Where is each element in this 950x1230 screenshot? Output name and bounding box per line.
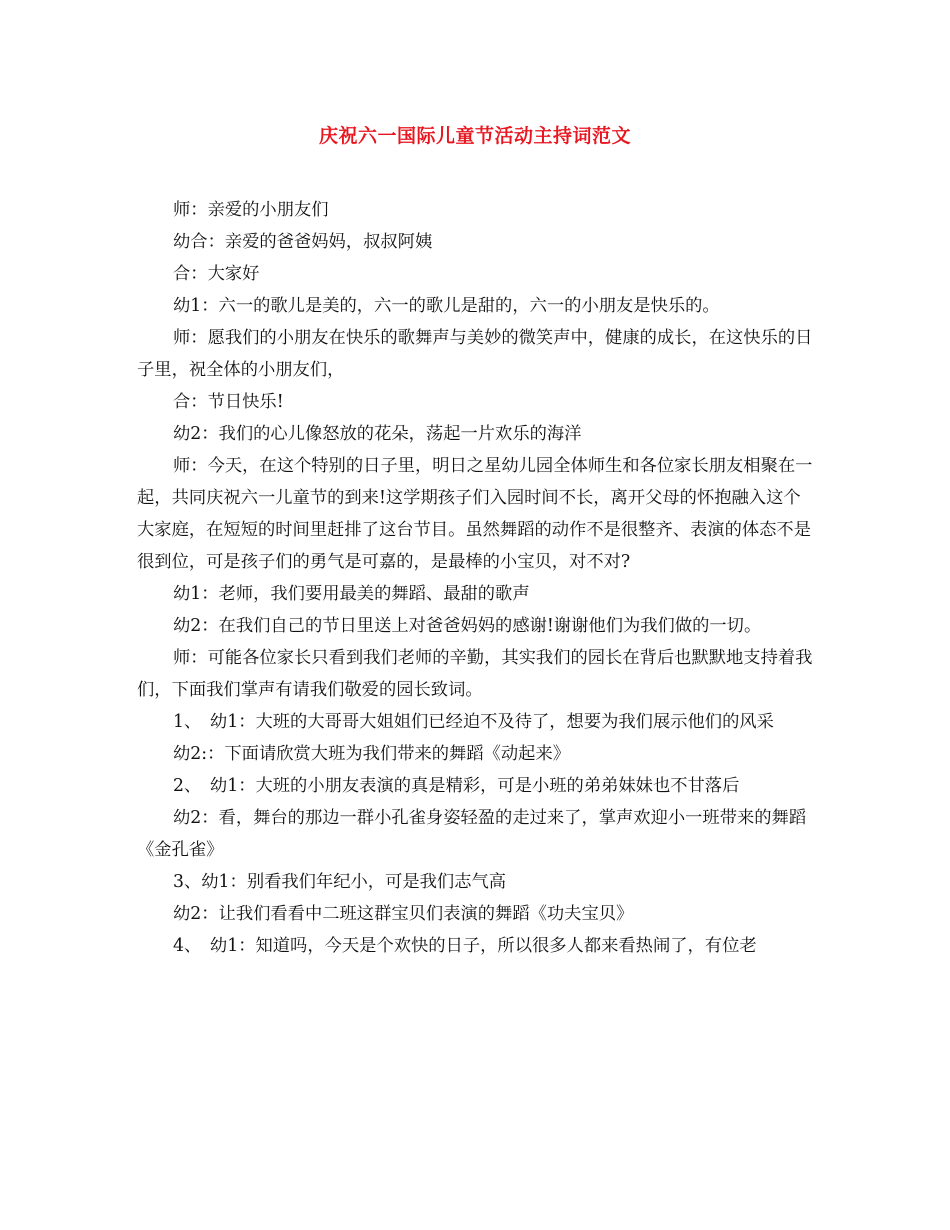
paragraph: 1、 幼1：大班的大哥哥大姐姐们已经迫不及待了，想要为我们展示他们的风采: [173, 712, 774, 732]
paragraph: 幼2:：下面请欣赏大班为我们带来的舞蹈《动起来》: [173, 744, 571, 764]
paragraph: 4、 幼1：知道吗，今天是个欢快的日子，所以很多人都来看热闹了，有位老: [173, 936, 757, 956]
paragraph: 幼合：亲爱的爸爸妈妈，叔叔阿姨: [173, 232, 433, 252]
paragraph: 幼2：看，舞台的那边一群小孔雀身姿轻盈的走过来了，掌声欢迎小一班带来的舞蹈《金孔雀》: [137, 808, 807, 860]
paragraph: 幼1：老师，我们要用最美的舞蹈、最甜的歌声: [173, 584, 530, 604]
document-body: [137, 194, 817, 962]
paragraph: 3、幼1：别看我们年纪小，可是我们志气高: [173, 872, 507, 892]
paragraph: 师：亲爱的小朋友们: [173, 200, 329, 220]
paragraph: 2、 幼1：大班的小朋友表演的真是精彩，可是小班的弟弟妹妹也不甘落后: [173, 776, 740, 796]
paragraph: 师：可能各位家长只看到我们老师的辛勤，其实我们的园长在背后也默默地支持着我们，下面我们掌声有请我们敬爱的园长致词。: [137, 648, 813, 700]
paragraph: 师：愿我们的小朋友在快乐的歌舞声与美妙的微笑声中，健康的成长，在这快乐的日子里，祝全体的小朋友们，: [137, 328, 813, 380]
paragraph: 合：大家好: [173, 264, 260, 284]
paragraph: 幼2：在我们自己的节日里送上对爸爸妈妈的感谢!谢谢他们为我们做的一切。: [173, 616, 762, 636]
paragraph: 幼1：六一的歌儿是美的，六一的歌儿是甜的，六一的小朋友是快乐的。: [173, 296, 720, 316]
paragraph: 幼2：我们的心儿像怒放的花朵，荡起一片欢乐的海洋: [173, 424, 582, 444]
document-title: 庆祝六一国际儿童节活动主持词范文: [318, 125, 631, 147]
paragraph: 合：节日快乐!: [173, 392, 284, 412]
paragraph: 师：今天，在这个特别的日子里，明日之星幼儿园全体师生和各位家长朋友相聚在一起，共同庆祝六一儿童节的到来!这学期孩子们入园时间不长，离开父母的怀抱融入这个大家庭，在短短的时间里赶排了这台节目。虽然舞蹈的动作不是很整齐、表演的体态不是很到位，可是孩子们的勇气是可嘉的，是最棒的小宝贝，对不对?: [137, 456, 813, 572]
paragraph: 幼2：让我们看看中二班这群宝贝们表演的舞蹈《功夫宝贝》: [173, 904, 634, 924]
